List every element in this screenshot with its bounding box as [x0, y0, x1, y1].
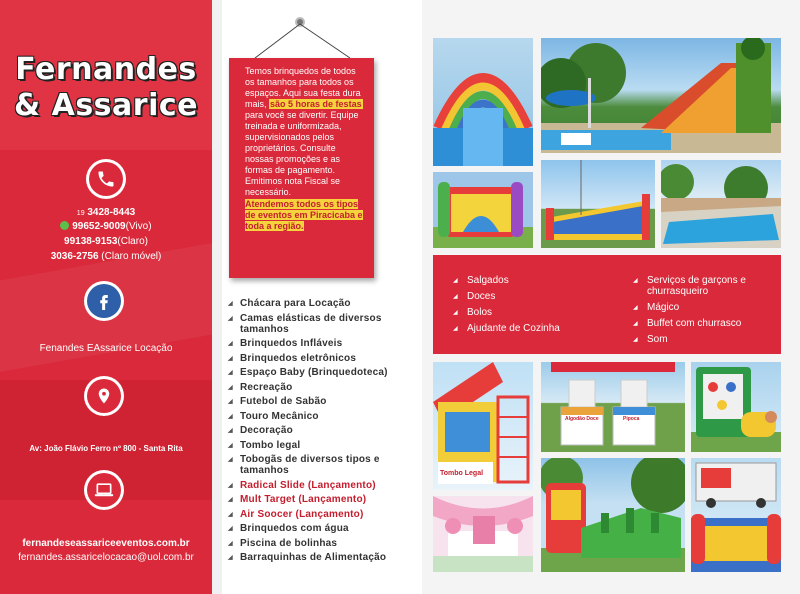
brand-line2: & Assarice: [14, 88, 198, 123]
service-item: ◢ Buffet com churrasco: [633, 318, 778, 329]
photo-pool: [661, 160, 781, 248]
service-item: ◢ Bolos: [453, 307, 560, 318]
offering-item: ◢ Chácara para Locação: [228, 298, 418, 309]
phone-icon: [96, 169, 116, 189]
cotton-candy-label: Algodão Doce: [565, 416, 599, 422]
phone-4[interactable]: 3036-2756 (Claro móvel): [50, 251, 162, 262]
phone-1[interactable]: 19 3428-8443: [76, 207, 136, 218]
offering-item: ◢ Radical Slide (Lançamento): [228, 480, 418, 491]
offering-item: ◢ Piscina de bolinhas: [228, 538, 418, 549]
service-item: ◢ Som: [633, 334, 778, 345]
photo-mult-target: [691, 362, 781, 452]
offerings-list: [228, 298, 418, 567]
photo-castle-inflatable: [541, 458, 685, 572]
tombo-label: Tombo Legal: [440, 470, 484, 477]
popcorn-label: Pipoca: [623, 416, 640, 422]
web-badge: [84, 470, 124, 510]
hanging-string: [250, 20, 360, 62]
photo-truck-inflatable: [691, 458, 781, 572]
fold-gap: [212, 0, 222, 594]
offering-item: ◢ Recreação: [228, 382, 418, 393]
photo-inflatable-arch: [433, 38, 533, 166]
photo-tombo-legal: [433, 362, 533, 490]
location-badge: [84, 376, 124, 416]
email-link[interactable]: fernandes.assaricelocacao@uol.com.br: [18, 552, 194, 563]
contact-panel: [0, 0, 212, 594]
card-text-2: para você se divertir. Equipe treinada e uniformizada, supervisionados pelos proprietários.: [245, 110, 359, 153]
service-item: ◢ Doces: [453, 291, 560, 302]
whatsapp-icon: [60, 221, 69, 230]
info-card: [229, 58, 374, 278]
brand-logo: [10, 52, 202, 124]
location-pin-icon: [95, 386, 113, 406]
brand-line1: Fernandes: [15, 52, 197, 87]
services-left-column: [453, 275, 560, 339]
card-text-3: Consulte nossas promoções e as formas de pagamento. Emitimos nota Fiscal se necessário.: [245, 143, 341, 197]
services-banner: [433, 255, 781, 354]
offering-item: ◢ Brinquedos eletrônicos: [228, 353, 418, 364]
facebook-icon: [95, 292, 113, 310]
offering-item: ◢ Espaço Baby (Brinquedoteca): [228, 367, 418, 378]
photo-decoration: [433, 496, 533, 572]
offering-item: ◢ Brinquedos Infláveis: [228, 338, 418, 349]
card-highlight-region: Atendemos todos os tipos de eventos em Piracicaba e toda a região.: [245, 199, 363, 231]
services-right-column: [633, 275, 778, 350]
service-item: ◢ Salgados: [453, 275, 560, 286]
photo-pool-slide: [541, 38, 781, 153]
card-text-1: Temos brinquedos de todos os tamanhos para todos os espaços. Aqui sua festa dura mais,: [245, 66, 361, 109]
service-item: ◢ Mágico: [633, 302, 778, 313]
service-item: ◢ Serviços de garçons e churrasqueiro: [633, 275, 778, 297]
service-item: ◢ Ajudante de Cozinha: [453, 323, 560, 334]
laptop-icon: [94, 482, 114, 498]
offering-item: ◢ Brinquedos com água: [228, 523, 418, 534]
photo-food-stands: [541, 362, 685, 452]
offering-item: ◢ Decoração: [228, 425, 418, 436]
photo-bounce-house: [433, 172, 533, 248]
card-highlight-hours: são 5 horas de festas: [270, 99, 362, 109]
website-link[interactable]: fernandeseassariceeventos.com.br: [22, 538, 190, 549]
offering-item: ◢ Tobogãs de diversos tipos e tamanhos: [228, 454, 418, 476]
facebook-page-name[interactable]: Fenandes EAssarice Locação: [39, 343, 173, 354]
address: Av: João Flávio Ferro nº 800 - Santa Rita: [29, 444, 183, 453]
offering-item: ◢ Air Soocer (Lançamento): [228, 509, 418, 520]
offering-item: ◢ Barraquinhas de Alimentação: [228, 552, 418, 563]
photo-soap-football: [541, 160, 655, 248]
offering-item: ◢ Futebol de Sabão: [228, 396, 418, 407]
offering-item: ◢ Tombo legal: [228, 440, 418, 451]
phone-badge: [86, 159, 126, 199]
offering-item: ◢ Camas elásticas de diversos tamanhos: [228, 313, 418, 335]
offering-item: ◢ Touro Mecânico: [228, 411, 418, 422]
phone-3[interactable]: 99138-9153(Claro): [64, 236, 148, 247]
facebook-badge[interactable]: [84, 281, 124, 321]
phone-2[interactable]: 99652-9009(Vivo): [0, 221, 212, 232]
offering-item: ◢ Mult Target (Lançamento): [228, 494, 418, 505]
